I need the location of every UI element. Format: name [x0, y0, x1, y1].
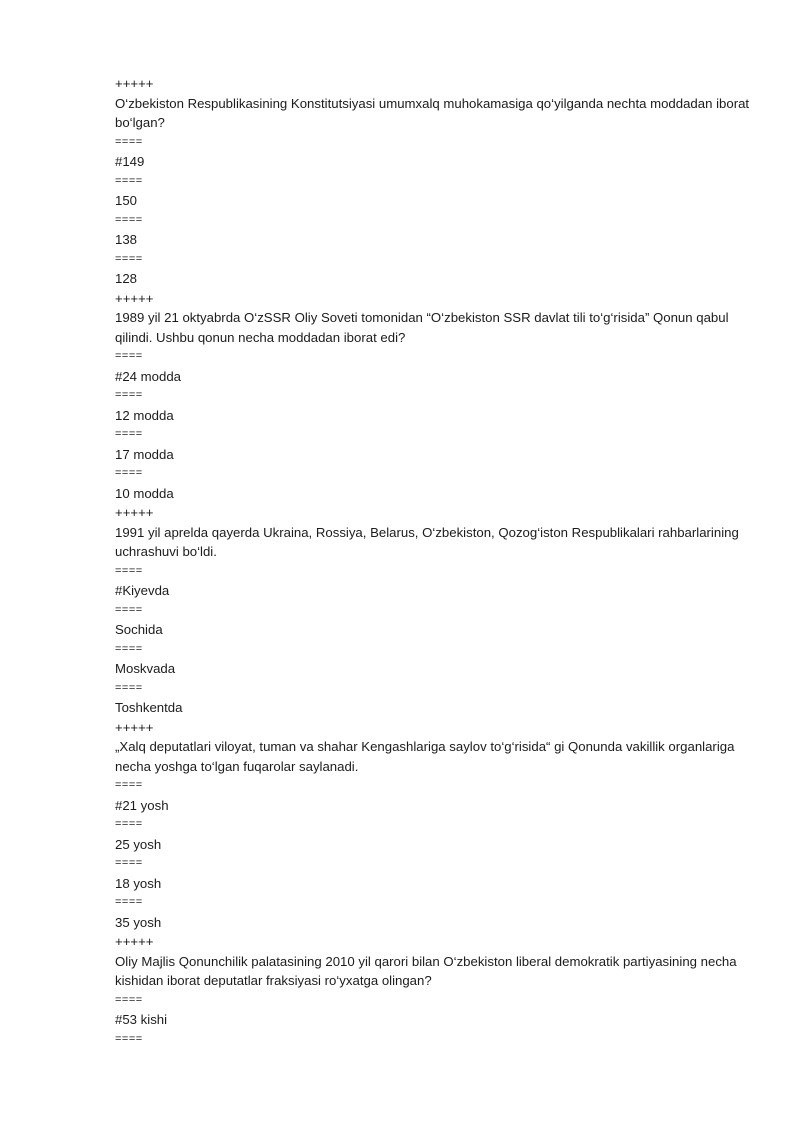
block-start-marker: +++++ — [115, 76, 154, 91]
separator: ==== — [115, 993, 143, 1006]
answer-option: 10 modda — [115, 485, 174, 501]
separator: ==== — [115, 896, 143, 908]
block-start-marker: +++++ — [115, 290, 154, 306]
answer-option: 128 — [115, 271, 138, 286]
question-block — [115, 503, 755, 718]
question-block — [115, 74, 755, 289]
separator: ==== — [115, 681, 143, 694]
answer-option: Toshkentda — [115, 700, 183, 715]
separator: ==== — [115, 350, 143, 362]
question-text: 1991 yil aprelda qayerda Ukraina, Rossiya, Belarus, O‘zbekiston, Qozog‘iston Respublikalari rahbarlarining uchrashuvi bo‘ldi. — [115, 524, 743, 559]
question-block — [115, 289, 755, 504]
separator: ==== — [115, 857, 143, 869]
separator: ==== — [115, 213, 143, 226]
separator: ==== — [115, 603, 143, 616]
block-start-marker: +++++ — [115, 719, 154, 735]
answer-option: 12 modda — [115, 407, 174, 423]
separator: ==== — [115, 779, 143, 791]
separator: ==== — [115, 818, 143, 830]
question-text: „Xalq deputatlari viloyat, tuman va shahar Kengashlariga saylov to‘g‘risida“ gi Qonunda vakillik organlariga necha yoshga to‘lgan fuqarolar saylanadi. — [115, 739, 739, 774]
separator: ==== — [115, 1032, 143, 1045]
question-text: O‘zbekiston Respublikasining Konstitutsiyasi umumxalq muhokamasiga qo‘yilganda nechta moddadan iborat bo‘lgan? — [115, 95, 753, 130]
answer-correct: #21 yosh — [115, 797, 169, 813]
document-page — [115, 74, 755, 1049]
question-block — [115, 932, 755, 1049]
answer-option: 25 yosh — [115, 836, 162, 852]
block-start-marker: +++++ — [115, 505, 154, 520]
separator: ==== — [115, 389, 143, 401]
separator: ==== — [115, 174, 143, 187]
question-block — [115, 718, 755, 933]
answer-correct: #24 modda — [115, 368, 181, 384]
separator: ==== — [115, 642, 143, 655]
separator: ==== — [115, 252, 143, 265]
answer-option: 138 — [115, 232, 138, 247]
answer-correct: #149 — [115, 154, 145, 169]
answer-option: 17 modda — [115, 446, 174, 462]
separator: ==== — [115, 467, 143, 479]
separator: ==== — [115, 135, 143, 148]
answer-option: Moskvada — [115, 661, 176, 676]
answer-option: Sochida — [115, 622, 163, 637]
block-start-marker: +++++ — [115, 934, 154, 949]
answer-correct: #53 kishi — [115, 1012, 168, 1027]
separator: ==== — [115, 564, 143, 577]
answer-correct: #Kiyevda — [115, 583, 170, 598]
question-text: 1989 yil 21 oktyabrda O‘zSSR Oliy Soveti tomonidan “O‘zbekiston SSR davlat tili to‘g‘risida” Qonun qabul qilindi. Ushbu qonun necha moddadan iborat edi? — [115, 310, 733, 345]
separator: ==== — [115, 428, 143, 440]
answer-option: 18 yosh — [115, 875, 162, 891]
answer-option: 150 — [115, 193, 138, 208]
question-text: Oliy Majlis Qonunchilik palatasining 2010 yil qarori bilan O‘zbekiston liberal demokratik partiyasining necha kishidan iborat deputatlar fraksiyasi ro‘yxatga olingan? — [115, 953, 741, 988]
answer-option: 35 yosh — [115, 914, 162, 930]
